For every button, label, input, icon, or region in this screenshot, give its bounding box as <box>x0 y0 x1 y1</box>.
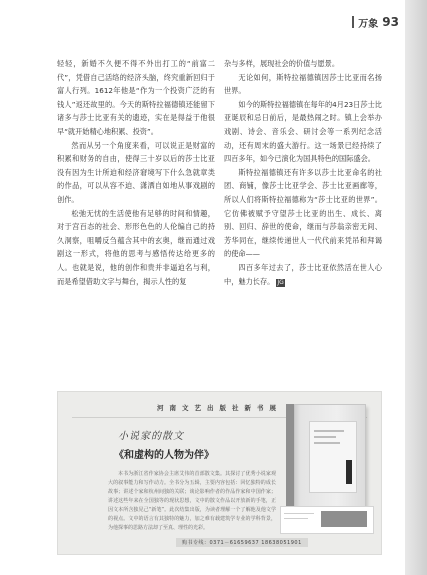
article-body <box>57 57 382 288</box>
book-cover-panel <box>309 421 357 493</box>
book-advertisement <box>57 391 382 555</box>
paragraph: 松弛无忧的生活使他有足够的时间和情趣，对于宫百态的社会、形形色色的人伦编自己的持久洞察，咀嚼反刍蕴含其中的玄奥，继而通过戏剧这一形式，将他的思考与感悟传达给更多的人。也就是说，他的创作和贵并非逼迫名与利，而是希望借助文字与舞台，揭示人性的复 <box>57 208 215 286</box>
article-left-column <box>57 57 215 288</box>
header-divider <box>352 16 354 28</box>
paragraph: 然而从另一个角度来看，可以说正是财富的积累和财务的自由，使得三十岁以后的莎士比亚没有因为生计所迫和经济窘境写下什么急就章类的作品，可以从容不迫、潇洒自如地从事戏剧的创作。 <box>57 140 215 204</box>
book-spine <box>286 404 294 506</box>
page-number: 93 <box>382 15 399 29</box>
book-description: 本书为浙江省作家协会主席艾伟的首部散文集。其探讨了优秀小说家观大的叙事能力和写作动力。全书分为五辑，主要内容包括：回忆独特的成长故事；讲述个家和杭州间独的关联；谈论影响作者的作品作家和中国作家；讲述这些年来在全国独等的现状思想，文中的散文作品以开放新的手笔，正因文本所含独见己“新笔”。此次结集出版，为读者理解一个了解他及他文学的视点。文中的语言有其独特的魅力，加之难有载建筑学专业的学科背景，为他探事的思路方法却了至真、理性的光彩。 <box>108 471 276 531</box>
series-title: 小说家的散文 <box>118 431 184 442</box>
paragraph: 无论如何，斯特拉福德镇因莎士比亚而名扬世界。 <box>224 72 382 96</box>
page-edge <box>405 0 427 575</box>
paragraph: 杂与多样，展现社会的价值与愿景。 <box>224 59 340 68</box>
cover-line <box>284 518 308 519</box>
paragraph-text: 四百多年过去了，莎士比亚依然活在世人心中，魅力长存。 <box>224 262 382 286</box>
book-back-cover-image <box>280 506 374 534</box>
page-header <box>352 14 399 30</box>
paragraph: 如今的斯特拉福德镇在每年的4月23日莎士比亚诞辰和忌日前后，是最热闹之时。镇上会举办戏剧、诗会、音乐会、研讨会等一系列纪念活动，还有周末的盛大游行。这一场景已经持续了四百多年，如今已演化为国具特色的国际盛会。 <box>224 99 382 164</box>
cover-line <box>284 513 314 514</box>
book-title: 《和虚构的人物为伴》 <box>114 450 214 461</box>
book-cover-image <box>294 404 366 508</box>
cover-line <box>314 436 336 438</box>
cover-line <box>314 442 340 444</box>
cover-line <box>314 430 344 432</box>
paragraph: 轻轻，新婚不久便不得不外出打工的“前富二代”，凭借自己活络的经济头脑，终究重新回归于富人行列。1612年他是“作为一个投资广泛的有钱人”返还故里的。今天的斯特拉福德镇还能留下诸多与莎士比亚有关的遗迹，实在是得益于他很早“就开始精心地积累、投资”。 <box>57 59 215 136</box>
cover-mark <box>346 460 352 484</box>
publisher-header: 河南文艺出版社新书展 <box>157 404 282 412</box>
back-cover-panel <box>321 511 367 527</box>
purchase-phone: 购书专线：0371－61659637 18638051901 <box>176 538 308 547</box>
paragraph <box>224 261 382 288</box>
article-right-column <box>224 57 382 288</box>
magazine-name: 万象 <box>358 18 379 30</box>
end-mark: JG <box>277 278 284 286</box>
paragraph: 斯特拉福德镇还有许多以莎士比亚命名的社团、商铺，像莎士比亚学会、莎士比亚画廊等，所以人们将斯特拉福德称为“莎士比亚的世界”。它仿佛被赋予守望莎士比亚的出生、成长、离别、回归、辞世的使命，继而与莎翁亲密无间、芳华同在，继续传递世人一代代前来凭吊和拜谒的使命—— <box>224 167 382 259</box>
